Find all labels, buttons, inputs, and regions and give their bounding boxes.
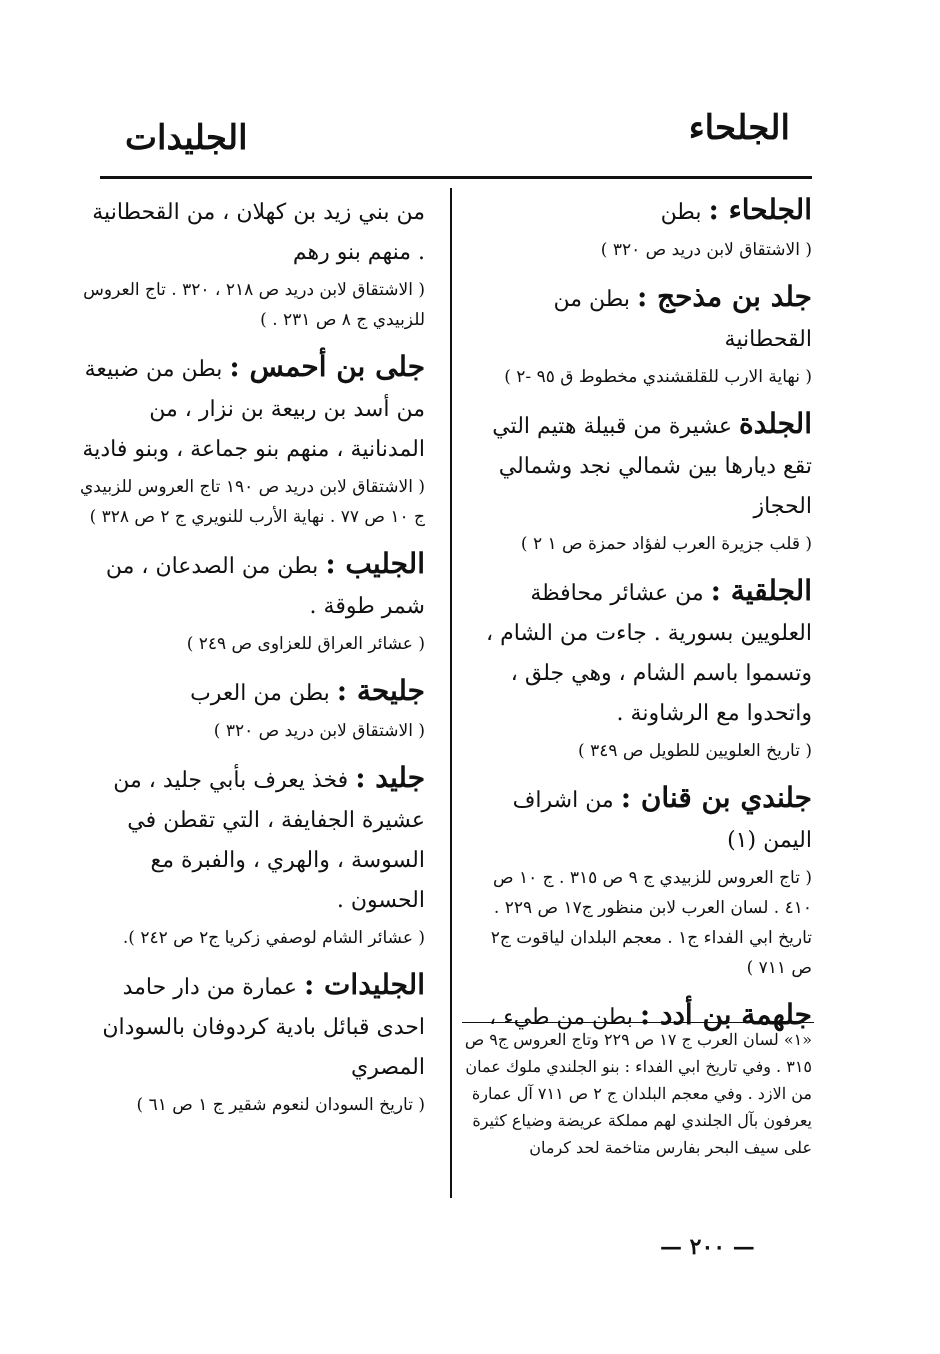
entry <box>80 347 425 532</box>
entry-text: بطن من ضبيعة من أسد بن ربيعة بن نزار ، من المدنانية ، منهم بنو جماعة ، وبنو فادية <box>82 357 425 462</box>
right-column <box>467 190 812 1050</box>
entry <box>467 190 812 265</box>
entry <box>80 671 425 746</box>
header-rule <box>100 176 812 179</box>
entry-source: ( عشائر الشام لوصفي زكريا ج٢ ص ٢٤٢ ). <box>122 928 425 948</box>
entry-text: بطن من الصدعان ، من شمر طوقة . <box>105 554 425 619</box>
entry-text: من اشراف اليمن (١) <box>512 788 812 853</box>
entry <box>80 758 425 953</box>
left-column <box>80 190 425 1132</box>
footnote: «١» لسان العرب ج ١٧ ص ٢٢٩ وتاج العروس ج٩ ص ٣١٥ . وفي تاريخ ابي الفداء : بنو الجلندي ملوك عمان من الازد . وفي معجم البلدان ج ٢ ص ٧١١ آل عمارة يعرفون بآل الجلندي لهم مملكة عريضة وضياع كثيرة على سيف البحر بفارس متاخمة لحد كرمان <box>464 1030 812 1157</box>
column-divider <box>450 188 452 1198</box>
entry-source: ( الاشتقاق لابن دريد ص ١٩٠ تاج العروس للزبيدي ج ١٠ ص ٧٧ . نهاية الأرب للنويري ج ٢ ص ٣٢٨ ) <box>79 477 425 527</box>
entry-text: من بني زيد بن كهلان ، من القحطانية . منهم بنو رهم <box>92 200 425 265</box>
entry <box>467 277 812 392</box>
page-number: — ٢٠٠ — <box>660 1234 755 1260</box>
entry-source: ( تاج العروس للزبيدي ج ٩ ص ٣١٥ . ج ١٠ ص ٤١٠ . لسان العرب لابن منظور ج١٧ ص ٢٢٩ . تاريخ ابي الفداء ج١ . معجم البلدان لياقوت ج٢ ص ٧١١ ) <box>490 868 812 978</box>
entry-headword: جليحة : <box>336 674 425 707</box>
footnote-rule <box>462 1022 814 1023</box>
entry-source: ( الاشتقاق لابن دريد ص ٣٢٠ ) <box>213 721 425 741</box>
entry-headword: الجليب : <box>325 547 425 580</box>
entry <box>467 571 812 766</box>
entry-headword: الجلدة <box>738 407 812 440</box>
entry-headword: جلهمة بن أدد : <box>639 998 812 1031</box>
entry-headword: جلى بن أحمس : <box>229 350 425 383</box>
entry-text: فخذ يعرف بأبي جليد ، من عشيرة الجفايفة ، التي تقطن في السوسة ، والهري ، والفبرة مع الحسون . <box>113 768 425 913</box>
entry <box>80 544 425 659</box>
entry <box>467 404 812 559</box>
entry-headword: جليد : <box>355 761 425 794</box>
entry-source: ( تاريخ العلويين للطويل ص ٣٤٩ ) <box>578 741 812 761</box>
entry-headword: جلندي بن قنان : <box>620 781 812 814</box>
entry-text: بطن <box>660 200 702 225</box>
entry-source: ( الاشتقاق لابن دريد ص ٢١٨ ، ٣٢٠ . تاج العروس للزبيدي ج ٨ ص ٢٣١ . ) <box>83 280 425 330</box>
entry-text: بطن من العرب <box>190 681 330 706</box>
entry-text: بطن من القحطانية <box>553 287 812 352</box>
entry <box>80 190 425 335</box>
entry-source: ( قلب جزيرة العرب لفؤاد حمزة ص ١ ٢ ) <box>520 534 812 554</box>
entry-text: بطن من طيء ، <box>489 1005 633 1030</box>
running-header-right: الجلحاء <box>688 108 790 148</box>
running-header-left: الجليدات <box>125 118 248 158</box>
entry <box>467 778 812 983</box>
entry-source: ( الاشتقاق لابن دريد ص ٣٢٠ ) <box>600 240 812 260</box>
entry-headword: الجلقية : <box>710 574 812 607</box>
entry-headword: الجليدات : <box>303 968 425 1001</box>
entry-headword: جلد بن مذحج : <box>636 280 812 313</box>
entry-text: عشيرة من قبيلة هتيم التي تقع ديارها بين شمالي نجد وشمالي الحجاز <box>492 414 812 519</box>
entry <box>80 965 425 1120</box>
entry-source: ( عشائر العراق للعزاوى ص ٢٤٩ ) <box>186 634 425 654</box>
entry-source: ( تاريخ السودان لنعوم شقير ج ١ ص ٦١ ) <box>136 1095 425 1115</box>
entry-text: من عشائر محافظة العلويين بسورية . جاءت من الشام ، وتسموا باسم الشام ، وهي جلق ، واتحدوا مع الرشاونة . <box>486 581 812 726</box>
entry-headword: الجلحاء : <box>708 193 812 226</box>
entry-source: ( نهاية الارب للقلقشندي مخطوط ق ٩٥ -٢ ) <box>504 367 812 387</box>
entry-text: عمارة من دار حامد احدى قبائل بادية كردوفان بالسودان المصري <box>102 975 425 1080</box>
